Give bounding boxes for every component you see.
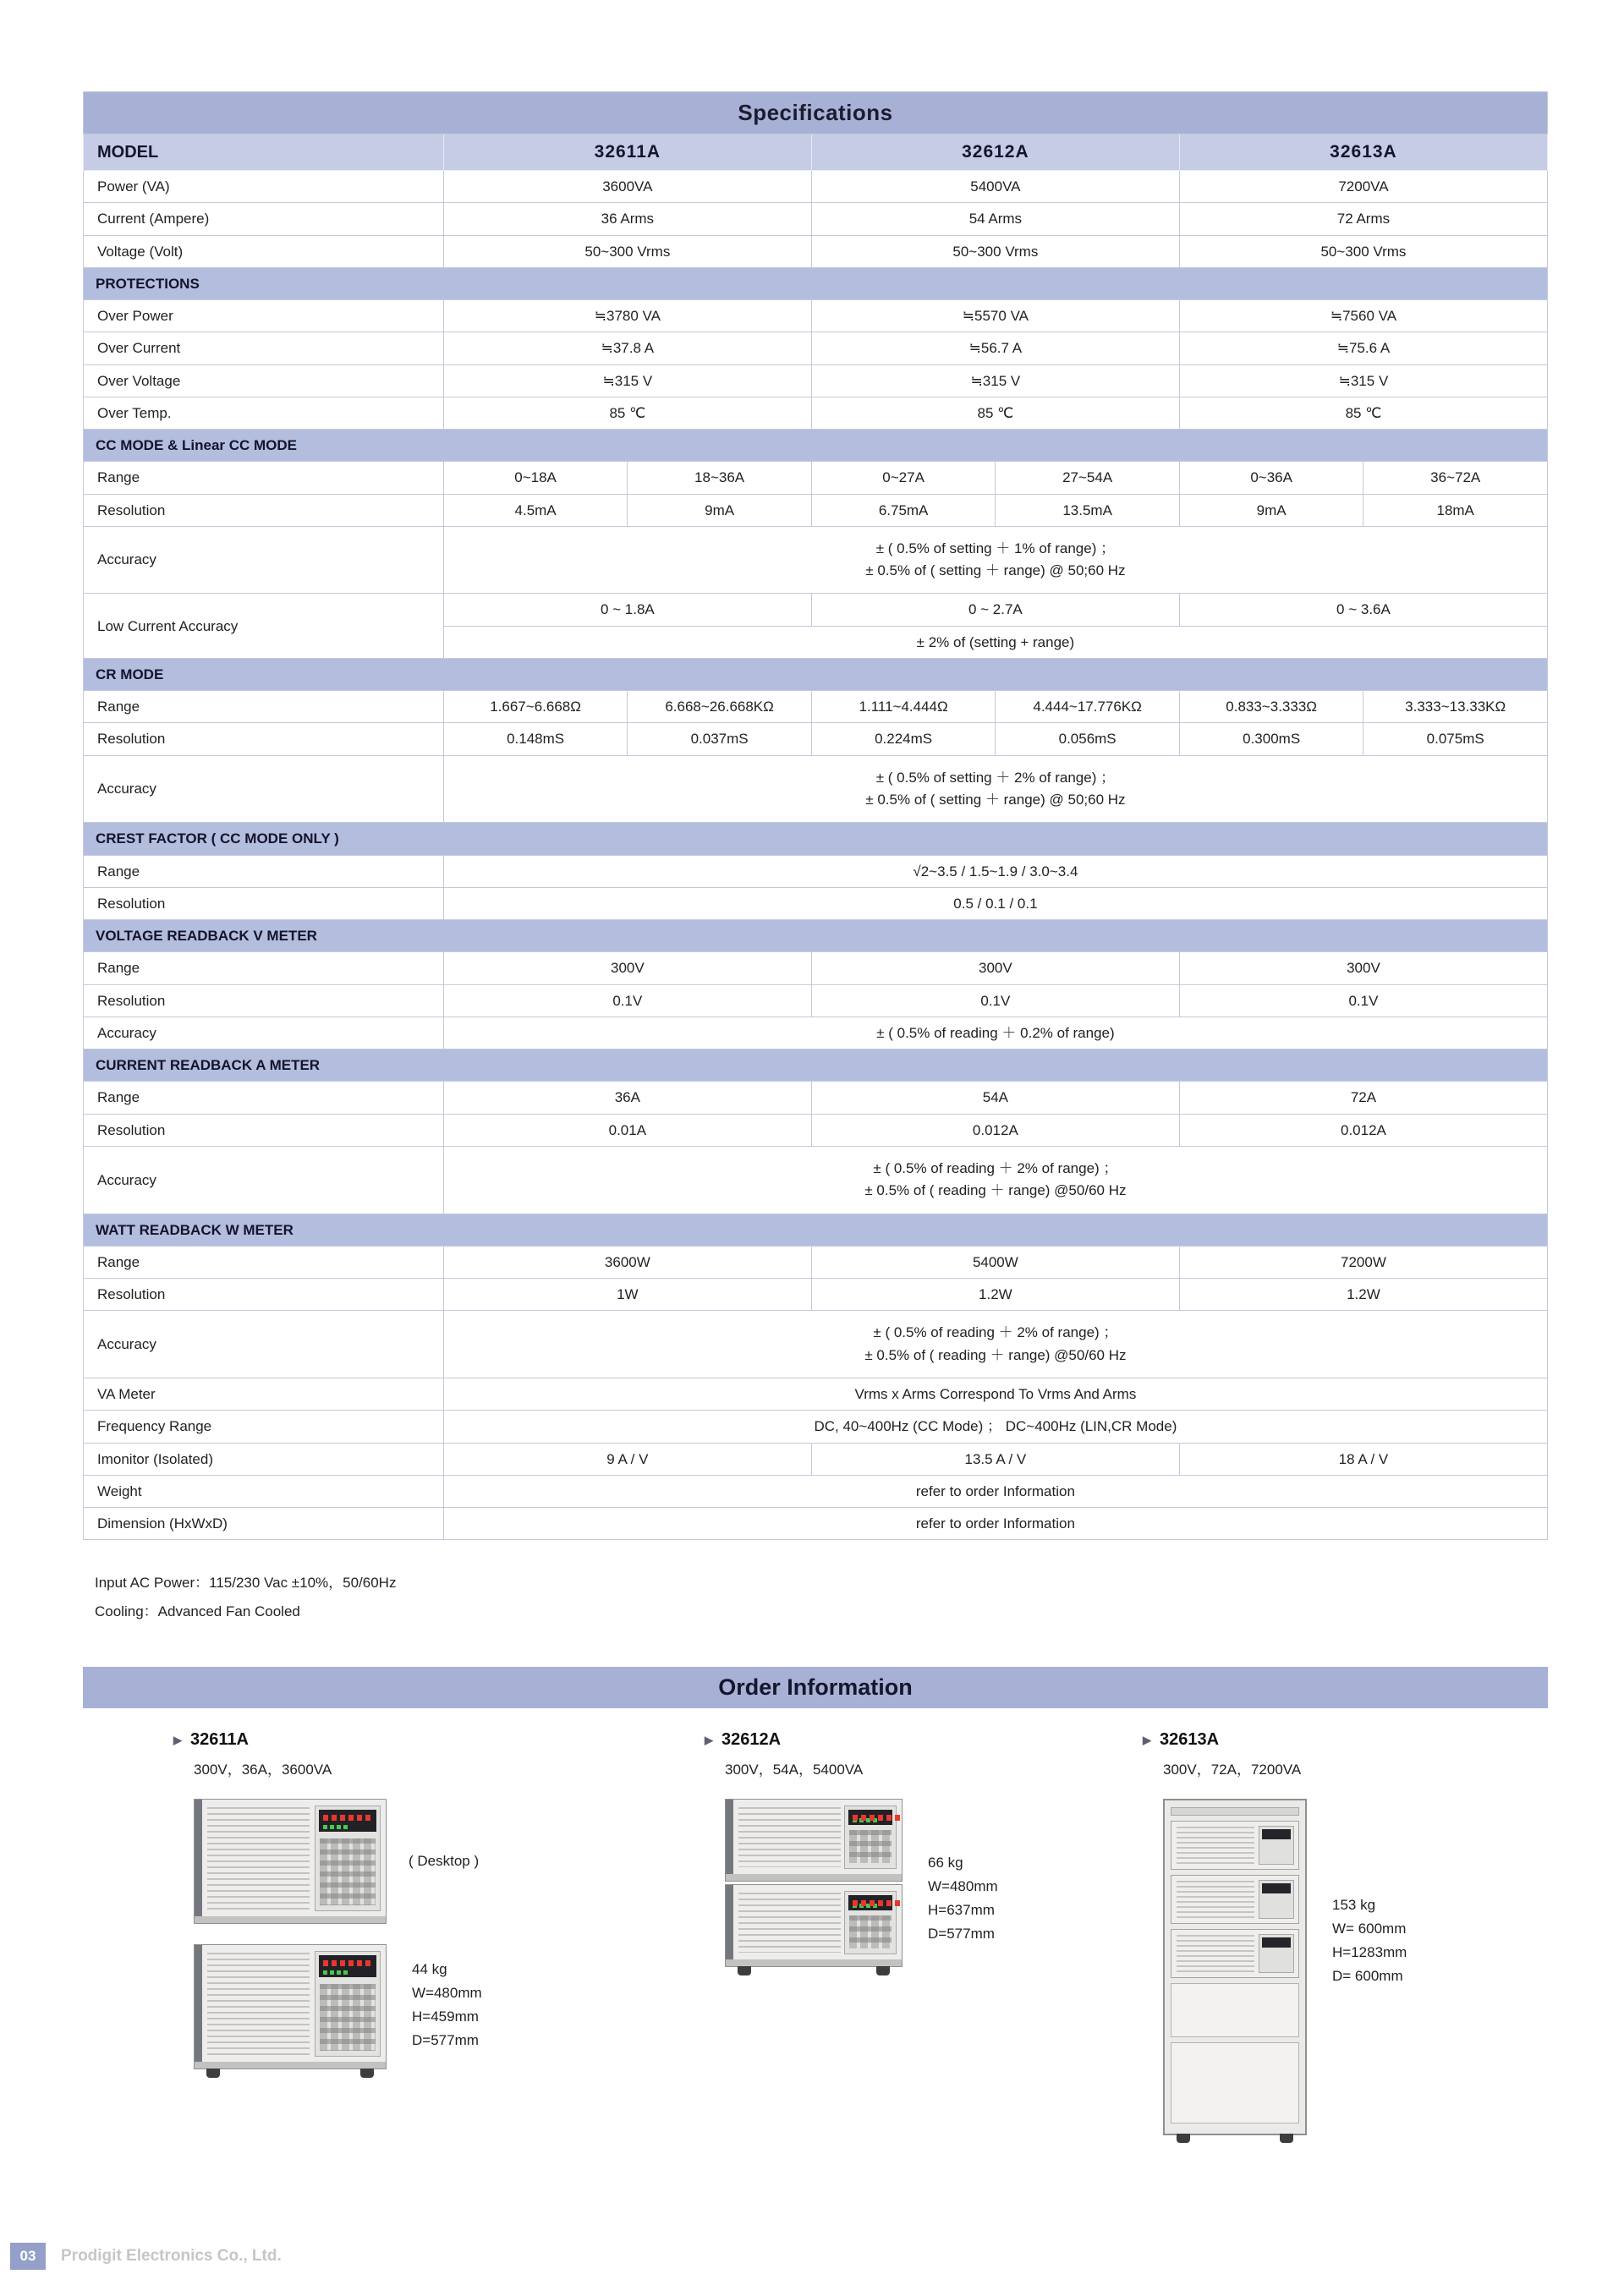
product-model: 32612A [721,1730,782,1750]
spec-row [84,332,1548,364]
led-display [1262,1829,1291,1839]
led-display [1262,1883,1291,1893]
spec-cell: ± 2% of (setting + range) [443,626,1547,658]
spec-cell: 0.037mS [628,723,812,755]
spec-cell: 9mA [1179,494,1363,526]
product-image-row [194,1944,482,2069]
product-image-row [1163,1799,1407,2135]
triangle-bullet-icon: ▶ [705,1733,713,1746]
specifications-table [83,91,1548,1540]
spec-cell: 54A [811,1082,1179,1114]
stacked-unit-top [725,1799,903,1882]
spec-cell: ± ( 0.5% of setting ＋ 2% of range) ； ± 0.5% of ( setting ＋ range) @ 50;60 Hz [443,755,1547,823]
spec-cell: 27~54A [996,462,1180,494]
spec-cell: 6.75mA [811,494,996,526]
model-32613a: 32613A [1179,134,1547,171]
device-side-panel [195,1945,202,2069]
spec-cell: 0.01A [443,1114,811,1146]
control-panel [1259,1826,1294,1865]
spec-section-header: CURRENT READBACK A METER [84,1049,1548,1082]
spec-row [84,1475,1548,1507]
product-image-32613a-rack [1163,1799,1307,2135]
spec-row [84,594,1548,626]
spec-section-row [84,920,1548,952]
caster-wheel-icon [206,2069,220,2078]
spec-cell: 1.667~6.668Ω [443,691,628,723]
spec-row [84,300,1548,332]
spec-row-label: Accuracy [84,1146,444,1214]
dim-line: W=480mm [928,1878,998,1895]
spec-cell: 3600VA [443,171,811,203]
spec-row-label: Resolution [84,723,444,755]
device-side-panel [726,1800,733,1881]
model-label: MODEL [84,134,444,171]
product-32611a [173,1730,482,2069]
spec-cell: ± ( 0.5% of setting ＋ 1% of range) ； ± 0.5% of ( setting ＋ range) @ 50;60 Hz [443,526,1547,594]
note-line: Input AC Power：115/230 Vac ±10%，50/60Hz [95,1575,397,1592]
spec-row-label: Range [84,691,444,723]
spec-cell: 50~300 Vrms [443,235,811,267]
spec-cell: 85 ℃ [443,397,811,429]
spec-row [84,984,1548,1016]
spec-cell: 0 ~ 1.8A [443,594,811,626]
spec-cell: 0.1V [811,984,1179,1016]
spec-cell: 4.5mA [443,494,628,526]
spec-row [84,855,1548,887]
spec-row-label: Accuracy [84,526,444,594]
spec-cell: ≒75.6 A [1179,332,1547,364]
dim-line: D=577mm [412,2032,479,2049]
vent-grille [738,1893,841,1953]
model-32611a: 32611A [443,134,811,171]
spec-row [84,887,1548,919]
rack-load-module [1171,1875,1299,1924]
spec-cell: ≒5570 VA [811,300,1179,332]
spec-row-label: Resolution [84,887,444,919]
spec-cell: ± ( 0.5% of reading ＋ 2% of range) ； ± 0.5% of ( reading ＋ range) @50/60 Hz [443,1146,1547,1214]
control-panel [1259,1880,1294,1919]
spec-cell: 300V [811,952,1179,984]
dim-line: 44 kg [412,1961,447,1978]
spec-row [84,1146,1548,1214]
spec-cell: ± ( 0.5% of reading ＋ 0.2% of range) [443,1016,1547,1049]
spec-cell: refer to order Information [443,1508,1547,1540]
led-display [319,1955,376,1977]
spec-row [84,397,1548,429]
dim-line: H=459mm [412,2008,479,2025]
spec-row-label: Over Power [84,300,444,332]
spec-row-label: Over Temp. [84,397,444,429]
spec-cell: 85 ℃ [811,397,1179,429]
triangle-bullet-icon: ▶ [1143,1733,1151,1746]
spec-row [84,1411,1548,1443]
spec-row [84,1082,1548,1114]
device-base [726,1874,902,1881]
spec-section-header: WATT READBACK W METER [84,1214,1548,1246]
caster-wheel-icon [360,2069,374,2078]
spec-cell: 0.148mS [443,723,628,755]
page-number: 03 [10,2243,46,2270]
vent-grille [207,1807,310,1910]
spec-cell: 3600W [443,1246,811,1278]
triangle-bullet-icon: ▶ [173,1733,182,1746]
spec-row [84,1311,1548,1378]
rack-blank-panel [1171,2042,1299,2123]
spec-cell: 7200W [1179,1246,1547,1278]
product-header [705,1730,998,1750]
spec-section-header: CC MODE & Linear CC MODE [84,430,1548,462]
spec-cell: 0~27A [811,462,996,494]
spec-section-row [84,267,1548,299]
rack-header-panel [1171,1807,1299,1816]
spec-notes [95,1569,1548,1626]
caster-wheel-icon [738,1966,751,1975]
product-dimensions [928,1851,998,1967]
spec-row-label: Low Current Accuracy [84,594,444,659]
spec-title: Specifications [84,92,1548,134]
rack-blank-panel [1171,1983,1299,2037]
spec-cell: 72A [1179,1082,1547,1114]
note-line: Cooling：Advanced Fan Cooled [95,1603,300,1620]
spec-cell: 0.012A [811,1114,1179,1146]
spec-row-label: Resolution [84,1279,444,1311]
spec-cell: 13.5 A / V [811,1443,1179,1475]
spec-title-row [84,92,1548,134]
spec-cell: 7200VA [1179,171,1547,203]
spec-row [84,235,1548,267]
spec-cell: 72 Arms [1179,203,1547,235]
button-grid [320,1838,376,1905]
spec-cell: ≒315 V [811,364,1179,397]
device-base [726,1959,902,1966]
spec-cell: 300V [1179,952,1547,984]
caster-wheel-icon [1280,2134,1293,2143]
spec-cell: 0.056mS [996,723,1180,755]
dim-line: W=480mm [412,1985,482,2002]
spec-section-row [84,823,1548,855]
product-dimensions [412,1958,482,2069]
spec-row [84,1016,1548,1049]
dim-line: 153 kg [1332,1897,1376,1914]
model-32612a: 32612A [811,134,1179,171]
spec-cell: 18mA [1363,494,1548,526]
spec-cell: 36~72A [1363,462,1548,494]
device-side-panel [195,1800,202,1923]
page-footer [10,2243,282,2270]
spec-cell: 3.333~13.33KΩ [1363,691,1548,723]
spec-cell: 13.5mA [996,494,1180,526]
order-products [83,1730,1548,2204]
spec-cell: 0.300mS [1179,723,1363,755]
caster-wheel-icon [1177,2134,1190,2143]
spec-row-label: Accuracy [84,1311,444,1378]
device-side-panel [726,1885,733,1966]
spec-row-label: Range [84,462,444,494]
spec-row-label: Range [84,952,444,984]
spec-cell: 36 Arms [443,203,811,235]
spec-cell: 0.1V [1179,984,1547,1016]
spec-cell: ≒7560 VA [1179,300,1547,332]
spec-cell: 1W [443,1279,811,1311]
product-header [173,1730,482,1750]
spec-row-label: Frequency Range [84,1411,444,1443]
rack-load-module [1171,1821,1299,1870]
spec-row-label: Accuracy [84,755,444,823]
spec-section-row [84,1214,1548,1246]
vent-grille [1177,1935,1254,1972]
spec-row-label: Over Current [84,332,444,364]
spec-cell: 50~300 Vrms [1179,235,1547,267]
spec-cell: √2~3.5 / 1.5~1.9 / 3.0~3.4 [443,855,1547,887]
dim-line: W= 600mm [1332,1921,1407,1937]
spec-row-label: Dimension (HxWxD) [84,1508,444,1540]
spec-cell: 0.075mS [1363,723,1548,755]
product-specs-summary: 300V，54A，5400VA [725,1762,864,1778]
spec-cell: 0.224mS [811,723,996,755]
spec-row [84,952,1548,984]
button-grid [320,1984,376,2051]
spec-row [84,1246,1548,1278]
spec-row [84,1378,1548,1411]
spec-model-row [84,134,1548,171]
company-name: Prodigit Electronics Co., Ltd. [61,2247,282,2265]
spec-table-body [84,171,1548,1540]
dim-line: D=577mm [928,1926,995,1943]
led-display [319,1810,376,1832]
spec-row [84,364,1548,397]
spec-cell: 300V [443,952,811,984]
spec-row-label: Range [84,1082,444,1114]
spec-cell: ≒3780 VA [443,300,811,332]
spec-row [84,691,1548,723]
product-image-32611a-unit [194,1944,387,2069]
spec-cell: 1.2W [811,1279,1179,1311]
spec-row [84,1508,1548,1540]
product-specs-summary: 300V，36A，3600VA [194,1762,332,1778]
dim-line: H=1283mm [1332,1944,1407,1961]
control-panel [1259,1934,1294,1973]
spec-row-label: Weight [84,1475,444,1507]
spec-cell: ≒315 V [1179,364,1547,397]
spec-cell: 36A [443,1082,811,1114]
spec-row-label: Voltage (Volt) [84,235,444,267]
rack-load-module [1171,1929,1299,1978]
product-32612a [705,1730,998,1967]
spec-cell: 9 A / V [443,1443,811,1475]
vent-grille [1177,1881,1254,1918]
spec-row-label: Accuracy [84,1016,444,1049]
page-content [83,91,1548,2204]
spec-row [84,1279,1548,1311]
spec-cell: ± ( 0.5% of reading ＋ 2% of range) ； ± 0.5% of ( reading ＋ range) @50/60 Hz [443,1311,1547,1378]
spec-cell: Vrms x Arms Correspond To Vrms And Arms [443,1378,1547,1411]
spec-cell: 4.444~17.776KΩ [996,691,1180,723]
dim-line: D= 600mm [1332,1968,1403,1985]
device-base [195,1916,386,1923]
spec-section-row [84,430,1548,462]
spec-row-label: VA Meter [84,1378,444,1411]
spec-cell: 0.012A [1179,1114,1547,1146]
product-32613a [1143,1730,1407,2135]
spec-cell: 0.1V [443,984,811,1016]
control-panel [315,1951,381,2057]
spec-cell: ≒56.7 A [811,332,1179,364]
spec-row [84,723,1548,755]
spec-section-row [84,658,1548,690]
spec-cell: 1.2W [1179,1279,1547,1311]
product-header [1143,1730,1407,1750]
spec-row [84,526,1548,594]
control-panel [315,1806,381,1911]
spec-cell: 54 Arms [811,203,1179,235]
device-base [195,2062,386,2069]
spec-cell: 5400W [811,1246,1179,1278]
spec-row-label: Over Voltage [84,364,444,397]
led-display [848,1895,892,1910]
product-image-32611a-desktop [194,1799,387,1924]
spec-row [84,171,1548,203]
spec-row [84,1114,1548,1146]
spec-row [84,203,1548,235]
button-grid [849,1830,892,1863]
spec-row-label: Imonitor (Isolated) [84,1443,444,1475]
dim-line: 66 kg [928,1855,963,1871]
product-dimensions [1332,1893,1407,2135]
spec-row-label: Current (Ampere) [84,203,444,235]
spec-cell: 18~36A [628,462,812,494]
vent-grille [738,1807,841,1867]
spec-cell: 0~36A [1179,462,1363,494]
spec-cell: 0.833~3.333Ω [1179,691,1363,723]
spec-section-header: VOLTAGE READBACK V METER [84,920,1548,952]
dim-line: H=637mm [928,1902,995,1919]
spec-row [84,1443,1548,1475]
spec-cell: 0.5 / 0.1 / 0.1 [443,887,1547,919]
caster-wheel-icon [876,1966,890,1975]
spec-section-header: PROTECTIONS [84,267,1548,299]
spec-cell: 85 ℃ [1179,397,1547,429]
spec-row-label: Resolution [84,984,444,1016]
product-image-row [194,1799,482,1924]
spec-cell: 18 A / V [1179,1443,1547,1475]
product-image-32612a-stack [725,1799,903,1967]
button-grid [849,1915,892,1948]
spec-row [84,494,1548,526]
control-panel [844,1806,897,1869]
control-panel [844,1891,897,1954]
spec-row-label: Resolution [84,1114,444,1146]
led-display [1262,1937,1291,1948]
stacked-unit-bottom [725,1884,903,1967]
spec-row-label: Range [84,1246,444,1278]
spec-section-header: CR MODE [84,658,1548,690]
spec-cell: ≒315 V [443,364,811,397]
spec-cell: 9mA [628,494,812,526]
spec-cell: 0 ~ 3.6A [1179,594,1547,626]
product-image-row [725,1799,998,1967]
spec-section-header: CREST FACTOR ( CC MODE ONLY ) [84,823,1548,855]
product-model: 32611A [190,1730,249,1750]
order-info-title-bar: Order Information [83,1667,1548,1708]
spec-cell: 6.668~26.668KΩ [628,691,812,723]
spec-row [84,755,1548,823]
spec-cell: 0 ~ 2.7A [811,594,1179,626]
spec-row-label: Power (VA) [84,171,444,203]
spec-cell: ≒37.8 A [443,332,811,364]
spec-cell: 1.111~4.444Ω [811,691,996,723]
vent-grille [207,1953,310,2055]
product-model: 32613A [1160,1730,1220,1750]
led-display [848,1810,892,1825]
product-specs-summary: 300V，72A，7200VA [1163,1762,1302,1778]
spec-section-row [84,1049,1548,1082]
spec-cell: 50~300 Vrms [811,235,1179,267]
vent-grille [1177,1827,1254,1864]
spec-row-label: Resolution [84,494,444,526]
spec-cell: DC, 40~400Hz (CC Mode) ； DC~400Hz (LIN,CR Mode) [443,1411,1547,1443]
spec-cell: 5400VA [811,171,1179,203]
spec-cell: 0~18A [443,462,628,494]
spec-row [84,462,1548,494]
desktop-note: ( Desktop ) [409,1853,480,1870]
spec-row-label: Range [84,855,444,887]
spec-cell: refer to order Information [443,1475,1547,1507]
